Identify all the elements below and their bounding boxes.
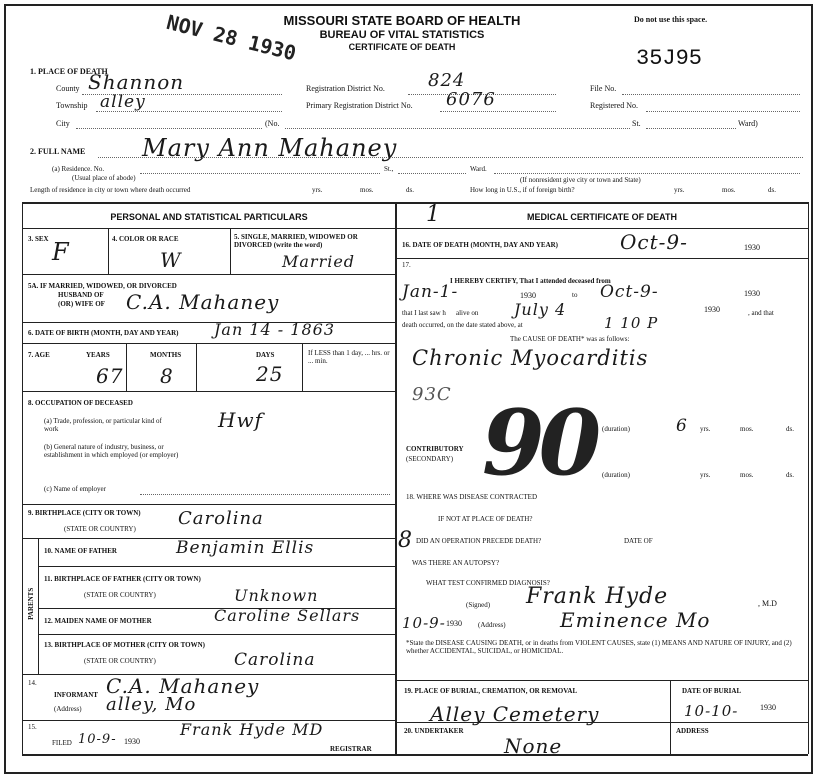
file-number-label: File No.: [590, 84, 617, 93]
dob-value: Jan 14 - 1863: [214, 320, 335, 339]
dod-label: 16. DATE OF DEATH (MONTH, DAY AND YEAR): [402, 241, 559, 249]
secondary-ds-label: ds.: [786, 471, 794, 479]
us-mos-label: mos.: [722, 186, 736, 194]
duration-yrs-value: 6: [676, 416, 688, 436]
registered-number-label: Registered No.: [590, 101, 638, 110]
duration-yrs-label: yrs.: [700, 425, 711, 433]
burial-date-value: 10-10-: [684, 702, 739, 720]
signature-date: 10-9-: [402, 614, 446, 632]
burial-place: Alley Cemetery: [430, 702, 600, 726]
md-label: , M.D: [758, 599, 777, 608]
place-heading: 1. PLACE OF DEATH: [30, 67, 108, 76]
occupation-value: Hwf: [218, 408, 263, 432]
birthplace-state-label: (STATE OR COUNTRY): [64, 525, 136, 533]
age-days-value: 25: [256, 362, 284, 386]
sex-value: F: [52, 238, 70, 266]
undertaker-label: 20. UNDERTAKER: [404, 727, 464, 735]
operation-label: DID AN OPERATION PRECEDE DEATH?: [416, 537, 542, 545]
father-birthplace-label: 11. BIRTHPLACE OF FATHER (CITY OR TOWN): [44, 575, 201, 583]
res-mos-label: mos.: [360, 186, 374, 194]
length-residence-label: Length of residence in city or town where death occurred: [30, 186, 191, 194]
father-value: Benjamin Ellis: [176, 538, 315, 558]
mother-birthplace-value: Carolina: [234, 650, 316, 670]
township-label: Township: [56, 101, 88, 110]
less-than-day: If LESS than 1 day, ... hrs. or ... min.: [308, 349, 390, 365]
registrar-label: REGISTRAR: [330, 745, 372, 753]
bureau-title: BUREAU OF VITAL STATISTICS: [319, 29, 485, 41]
nonresident-note: (If nonresident give city or town and State): [520, 176, 641, 184]
physician-signature: Frank Hyde: [526, 584, 669, 609]
age-years-value: 67: [96, 364, 124, 388]
father-birthplace-state-label: (STATE OR COUNTRY): [84, 591, 156, 599]
res-ward-label: Ward.: [470, 165, 487, 173]
reg-district-value: 824: [428, 70, 466, 91]
county-label: County: [56, 84, 80, 93]
primary-district-label: Primary Registration District No.: [306, 101, 413, 110]
attend-from-value: Jan-1-: [402, 282, 459, 302]
father-label: 10. NAME OF FATHER: [44, 547, 117, 555]
physician-address: Eminence Mo: [560, 608, 711, 632]
county-value: Shannon: [88, 70, 185, 94]
mother-label: 12. MAIDEN NAME OF MOTHER: [44, 617, 152, 625]
occupation-label: 8. OCCUPATION OF DECEASED: [28, 399, 133, 407]
if-not-label: IF NOT AT PLACE OF DEATH?: [438, 515, 533, 523]
ward-label: Ward): [738, 119, 758, 128]
filed-number: 15.: [28, 723, 37, 731]
dod-year: 1930: [744, 243, 760, 252]
informant-label: INFORMANT: [54, 691, 98, 699]
duration-ds-label: ds.: [786, 425, 794, 433]
alive-year: 1930: [704, 305, 720, 314]
scrawl-mark: 90: [482, 390, 596, 496]
received-stamp: NOV 28 1930: [164, 10, 299, 66]
filed-label: FILED: [52, 739, 72, 747]
spouse-label-1: 5A. IF MARRIED, WIDOWED, OR DIVORCED: [28, 282, 177, 290]
mother-birthplace-label: 13. BIRTHPLACE OF MOTHER (CITY OR TOWN): [44, 641, 205, 649]
last-saw-label: that I last saw h: [402, 309, 446, 317]
cause-code: 93C: [412, 384, 452, 405]
us-ds-label: ds.: [768, 186, 776, 194]
marital-label: 5. SINGLE, MARRIED, WIDOWED OR DIVORCED (write the word): [234, 233, 358, 249]
alive-date-value: July 4: [514, 300, 567, 319]
residence-label: (a) Residence. No.: [52, 165, 105, 173]
spouse-label-2: HUSBAND OF: [58, 291, 104, 299]
color-label: 4. COLOR OR RACE: [112, 235, 179, 243]
age-label: 7. AGE: [28, 351, 50, 359]
cause-label: The CAUSE OF DEATH* was as follows:: [510, 335, 630, 343]
board-title: MISSOURI STATE BOARD OF HEALTH: [283, 13, 521, 28]
street-label: St.: [632, 119, 641, 128]
full-name-label: 2. FULL NAME: [30, 147, 86, 156]
undertaker-address-label: ADDRESS: [676, 727, 709, 735]
township-value: alley: [100, 92, 146, 112]
to-label: to: [572, 291, 578, 299]
occupation-trade-label: (a) Trade, profession, or particular kind of work: [44, 417, 162, 433]
marital-value: Married: [282, 252, 356, 271]
burial-date-label: DATE OF BURIAL: [682, 687, 742, 695]
informant-value: C.A. Mahaney: [106, 674, 260, 698]
undertaker-value: None: [504, 734, 563, 758]
days-label: DAYS: [256, 351, 275, 359]
res-yrs-label: yrs.: [312, 186, 323, 194]
contributory-label: CONTRIBUTORY: [406, 445, 464, 453]
scrawl-digit-8: 8: [398, 528, 413, 553]
informant-address-label: (Address): [54, 705, 82, 713]
autopsy-label: WAS THERE AN AUTOPSY?: [412, 559, 500, 567]
sex-label: 3. SEX: [28, 235, 49, 243]
secondary-mos-label: mos.: [740, 471, 754, 479]
item-17: 17.: [402, 261, 411, 269]
secondary-label: (SECONDARY): [406, 455, 454, 463]
birthplace-label: 9. BIRTHPLACE (CITY OR TOWN): [28, 509, 141, 517]
alive-on-label: alive on: [456, 309, 479, 317]
reg-district-label: Registration District No.: [306, 84, 385, 93]
signature-year: 1930: [446, 619, 462, 628]
us-yrs-label: yrs.: [674, 186, 685, 194]
birthplace-value: Carolina: [178, 508, 264, 529]
informant-number: 14.: [28, 679, 37, 687]
certificate-title: CERTIFICATE OF DEATH: [348, 42, 456, 52]
attend-to-year: 1930: [744, 289, 760, 298]
duration-mos-label: mos.: [740, 425, 754, 433]
secondary-duration-label: (duration): [602, 471, 630, 479]
parents-label: PARENTS: [27, 587, 36, 620]
personal-heading: PERSONAL AND STATISTICAL PARTICULARS: [110, 212, 308, 222]
number-label: (No.: [265, 119, 280, 128]
office-use-note: Do not use this space.: [634, 15, 708, 24]
years-label: YEARS: [86, 351, 110, 359]
res-street-label: St.,: [384, 165, 394, 173]
attend-from-year: 1930: [520, 291, 536, 300]
filed-year: 1930: [124, 737, 140, 746]
medical-heading: MEDICAL CERTIFICATE OF DEATH: [527, 212, 677, 222]
scrawl-digit-1: 1: [426, 202, 441, 227]
how-long-label: How long in U.S., if of foreign birth?: [470, 186, 575, 194]
primary-district-value: 6076: [446, 89, 496, 110]
res-ds-label: ds.: [406, 186, 414, 194]
test-label: WHAT TEST CONFIRMED DIAGNOSIS?: [426, 579, 550, 587]
cause-value: Chronic Myocarditis: [412, 346, 649, 370]
and-that-label: , and that: [748, 309, 774, 317]
abode-label: (Usual place of abode): [72, 174, 136, 182]
footnote-text: *State the DISEASE CAUSING DEATH, or in deaths from VIOLENT CAUSES, state (1) MEANS AND NATURE OF INJURY, and (2) whether ACCIDENTAL, SUICIDAL, or HOMICIDAL.: [406, 639, 792, 655]
certificate-number: 35J95: [636, 46, 703, 71]
father-birthplace-value: Unknown: [234, 586, 319, 605]
spouse-value: C.A. Mahaney: [126, 290, 280, 314]
dod-value: Oct-9-: [620, 230, 688, 254]
death-occurred-label: death occurred, on the date stated above, at: [402, 321, 523, 329]
date-of-label: DATE OF: [624, 537, 653, 545]
spouse-label-3: (OR) WIFE OF: [58, 300, 105, 308]
mother-birthplace-state-label: (STATE OR COUNTRY): [84, 657, 156, 665]
burial-year: 1930: [760, 703, 776, 712]
secondary-yrs-label: yrs.: [700, 471, 711, 479]
where-contracted-label: 18. WHERE WAS DISEASE CONTRACTED: [406, 493, 537, 501]
months-label: MONTHS: [150, 351, 182, 359]
registrar-signature: Frank Hyde MD: [180, 720, 324, 739]
filed-date: 10-9-: [78, 732, 117, 747]
occupation-industry-label: (b) General nature of industry, business, or establishment in which employed (or employer): [44, 443, 179, 459]
full-name-value: Mary Ann Mahaney: [142, 134, 398, 162]
certify-text: I HEREBY CERTIFY, That I attended deceased from: [450, 277, 611, 285]
dob-label: 6. DATE OF BIRTH (MONTH, DAY AND YEAR): [28, 329, 179, 337]
burial-label: 19. PLACE OF BURIAL, CREMATION, OR REMOVAL: [404, 687, 578, 695]
mother-value: Caroline Sellars: [214, 606, 361, 625]
age-months-value: 8: [160, 364, 174, 388]
duration-label: (duration): [602, 425, 630, 433]
signed-label: (Signed): [466, 601, 491, 609]
death-time-value: 1 10 P: [604, 314, 659, 332]
informant-address-value: alley, Mo: [106, 694, 197, 715]
physician-address-label: (Address): [478, 621, 506, 629]
city-label: City: [56, 119, 70, 128]
color-value: W: [160, 248, 182, 272]
attend-to-value: Oct-9-: [600, 282, 659, 302]
employer-label: (c) Name of employer: [44, 485, 106, 493]
